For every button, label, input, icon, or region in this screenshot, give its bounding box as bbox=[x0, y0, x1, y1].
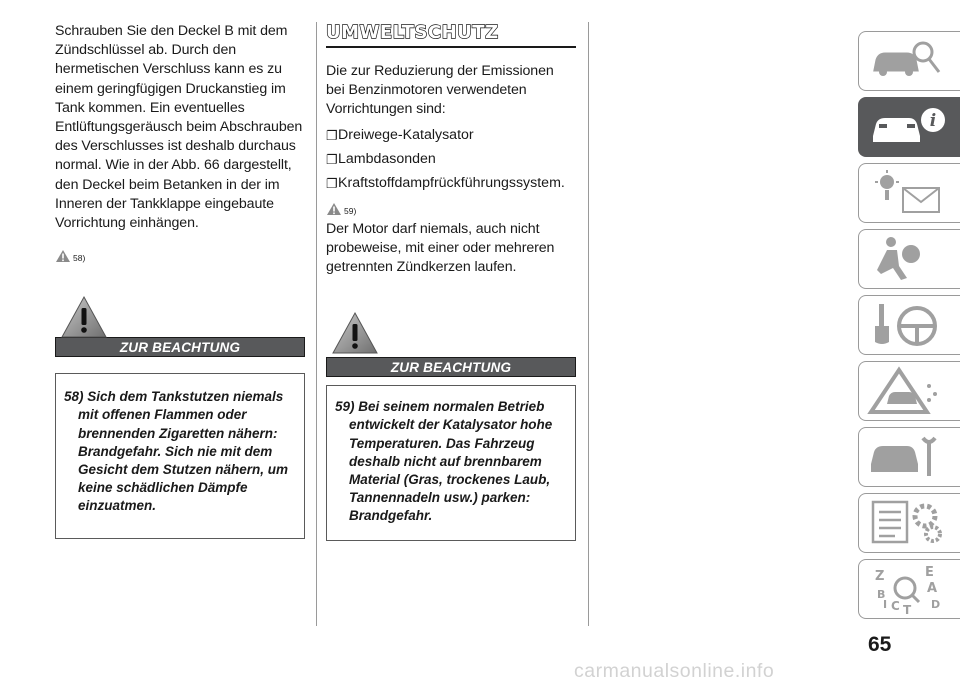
checkbox-icon: ❐ bbox=[326, 151, 338, 167]
section-heading bbox=[326, 22, 576, 48]
warning-reference-number: 58) bbox=[73, 253, 86, 264]
index-letter: E bbox=[925, 565, 934, 580]
small-warning-icon bbox=[55, 249, 71, 263]
warning-box bbox=[326, 385, 576, 541]
car-info-icon bbox=[867, 102, 951, 152]
warning-triangle-icon bbox=[331, 311, 379, 355]
car-maintenance-wrench-icon bbox=[867, 432, 951, 482]
warning-heading: ZUR BEACHTUNG bbox=[390, 359, 512, 375]
index-letter: A bbox=[927, 581, 938, 596]
index-letter: C bbox=[891, 599, 900, 613]
section-title: UMWELTSCHUTZ bbox=[326, 22, 499, 43]
spark-plug-paragraph: Der Motor darf niemals, auch nicht probeweise, mit einer oder mehreren getrennten Zündkerzen laufen. bbox=[326, 220, 555, 276]
list-item: ❐ Kraftstoffdampfrückführungssystem. bbox=[326, 174, 565, 191]
warning-header bbox=[326, 357, 576, 377]
tab-emergency[interactable] bbox=[858, 361, 960, 421]
emission-devices-list bbox=[326, 126, 576, 193]
index-letter: T bbox=[903, 603, 912, 614]
right-column bbox=[326, 22, 576, 541]
warning-block bbox=[326, 311, 576, 541]
warning-lights-message-icon bbox=[867, 168, 951, 218]
column-divider bbox=[316, 22, 317, 626]
svg-text:i: i bbox=[929, 111, 937, 131]
warning-box bbox=[55, 373, 305, 539]
warning-triangle-icon bbox=[60, 295, 108, 339]
list-item: ❐ Lambdasonden bbox=[326, 150, 436, 167]
index-letter: Z bbox=[875, 569, 885, 584]
fuel-cap-paragraph: Schrauben Sie den Deckel B mit dem Zündschlüssel ab. Durch den hermetischen Verschluss kann es zu einem geringfügigen Druckanstieg im Tank kommen. Ein eventuelles Entlüftungsgeräusch beim Abschrauben des Verschlusses ist deshalb durchaus normal. Wie in der Abb. 66 dargestellt, den Deckel beim Betanken in der im Inneren der Tankklappe eingebaute Vorrichtung einhängen. bbox=[55, 23, 303, 232]
emergency-triangle-car-icon bbox=[867, 366, 951, 416]
warning-text: 59) Bei seinem normalen Betrieb entwickelt der Katalysator hohe Temperaturen. Das Fahrzeug deshalb nicht auf brennbarem Material (Gras, trockenes Laub, Tannennadeln usw.) parken: Brandgefahr. bbox=[335, 399, 553, 524]
checkbox-icon: ❐ bbox=[326, 175, 338, 191]
index-letter: I bbox=[883, 598, 888, 611]
key-steering-wheel-icon bbox=[867, 300, 951, 350]
passenger-airbag-icon bbox=[867, 234, 951, 284]
tab-safety[interactable] bbox=[858, 229, 960, 289]
warning-reference bbox=[326, 198, 576, 216]
checkbox-icon: ❐ bbox=[326, 127, 338, 143]
left-column bbox=[55, 22, 305, 539]
tab-technical-data[interactable] bbox=[858, 493, 960, 553]
warning-reference bbox=[55, 245, 305, 263]
small-warning-icon bbox=[326, 202, 342, 216]
car-search-icon bbox=[867, 36, 951, 86]
index-letter: B bbox=[877, 588, 886, 601]
warning-text: 58) Sich dem Tankstutzen niemals mit offenen Flammen oder brennenden Zigaretten nähern: Brandgefahr. Sich nie mit dem Gesicht dem Stutzen nähern, um keine schädlichen Dämpfe einzuatmen. bbox=[64, 389, 289, 514]
technical-data-gears-icon bbox=[867, 498, 951, 548]
page-number: 65 bbox=[868, 633, 892, 656]
emissions-intro: Die zur Reduzierung der Emissionen bei Benzinmotoren verwendeten Vorrichtungen sind: bbox=[326, 63, 554, 118]
tab-getting-to-know-car[interactable] bbox=[858, 97, 960, 157]
watermark: carmanualsonline.info bbox=[574, 660, 775, 682]
index-letter: D bbox=[931, 598, 941, 611]
warning-reference-number: 59) bbox=[344, 205, 357, 216]
tab-maintenance[interactable] bbox=[858, 427, 960, 487]
warning-block bbox=[55, 295, 305, 539]
warning-heading: ZUR BEACHTUNG bbox=[119, 339, 241, 355]
warning-header bbox=[55, 337, 305, 357]
tab-index[interactable] bbox=[858, 559, 960, 619]
alphabetical-index-icon bbox=[867, 564, 951, 614]
column-divider bbox=[588, 22, 589, 626]
tab-warning-lights[interactable] bbox=[858, 163, 960, 223]
list-item: ❐ Dreiwege-Katalysator bbox=[326, 126, 474, 143]
tab-vehicle-knowledge[interactable] bbox=[858, 31, 960, 91]
tab-starting-driving[interactable] bbox=[858, 295, 960, 355]
